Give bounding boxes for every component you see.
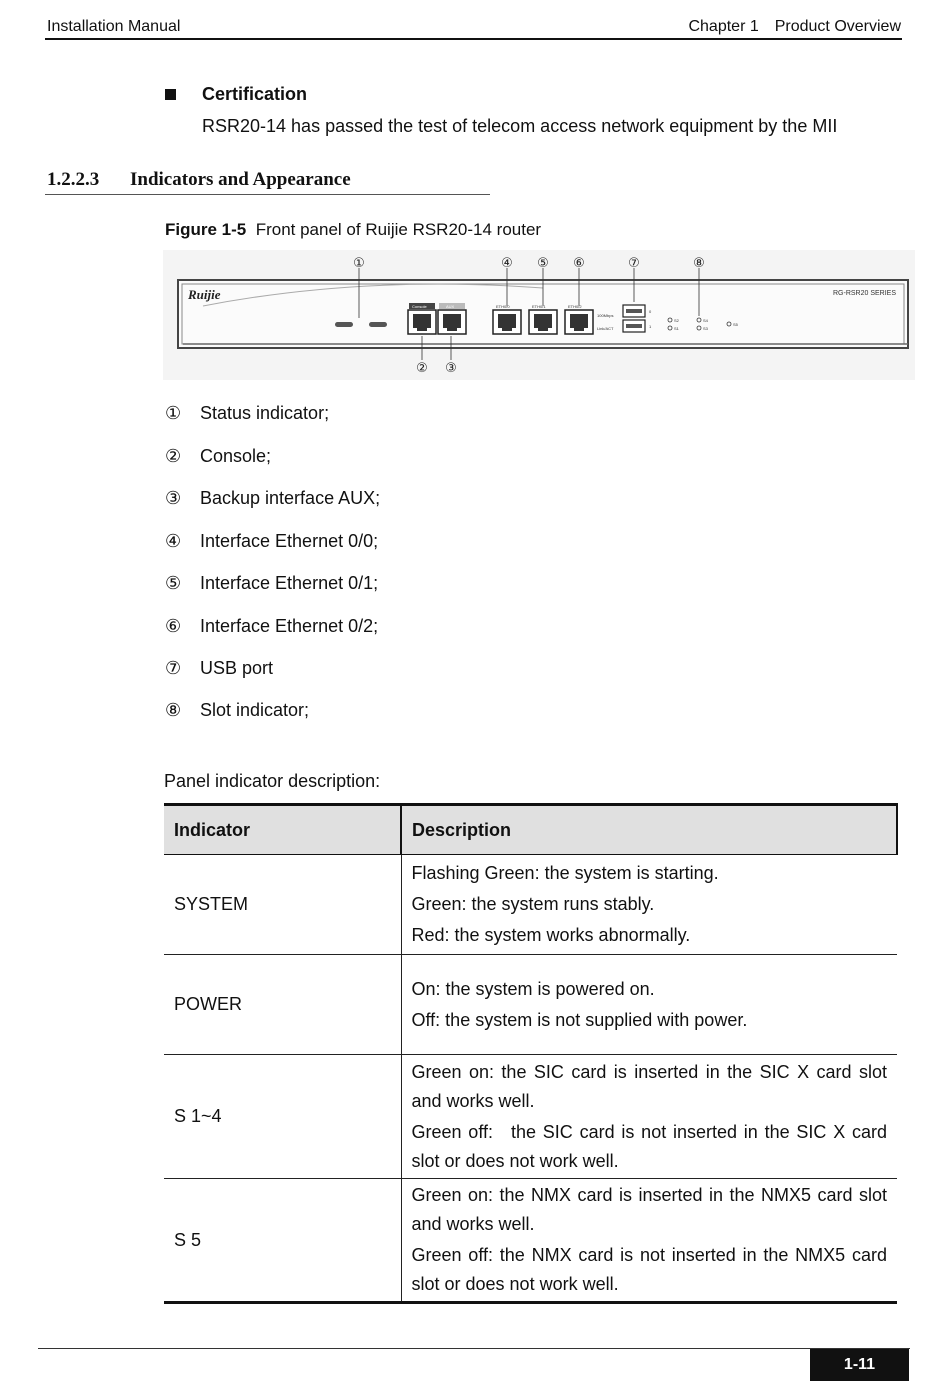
eth0-label: ETH0/0 xyxy=(496,304,510,309)
power-led xyxy=(369,322,387,327)
usb0-label: 0 xyxy=(649,309,652,314)
description-line: On: the system is powered on. xyxy=(411,978,655,999)
ethernet-port-2 xyxy=(565,310,593,334)
s5-label: S5 xyxy=(733,322,738,327)
list-item xyxy=(165,403,329,424)
square-bullet-icon xyxy=(165,89,176,100)
certification-text: RSR20-14 has passed the test of telecom access network equipment by the MII xyxy=(202,116,838,136)
indicator-cell: S 1~4 xyxy=(164,1055,401,1179)
callout-1: ① xyxy=(353,256,365,271)
list-item xyxy=(165,616,378,637)
description-line: Green on: the SIC card is inserted in the SIC X card slot and works well. xyxy=(411,1061,887,1111)
eth1-label: ETH0/1 xyxy=(532,304,546,309)
list-number: ③ xyxy=(165,488,182,508)
indicator-table xyxy=(164,803,898,1304)
callout-8: ⑧ xyxy=(693,256,705,271)
s1-label: S1 xyxy=(674,326,679,331)
aux-label: AUX xyxy=(446,304,455,309)
certification-title: Certification xyxy=(202,84,308,104)
callout-3: ③ xyxy=(445,361,457,376)
speed-label: 100Mbps xyxy=(597,313,614,318)
indicator-cell: S 5 xyxy=(164,1179,401,1303)
list-text: Interface Ethernet 0/1; xyxy=(200,573,379,593)
router-front-panel-figure xyxy=(163,250,915,380)
list-item xyxy=(165,573,378,594)
callout-6: ⑥ xyxy=(573,256,585,271)
footer-rule xyxy=(38,1348,910,1349)
description-line: Red: the system works abnormally. xyxy=(411,925,691,945)
indicator-cell: SYSTEM xyxy=(164,855,401,955)
figure-caption-text: Front panel of Ruijie RSR20-14 router xyxy=(255,220,542,239)
description-line: Green off: the NMX card is not inserted in the NMX5 card slot or does not work well. xyxy=(411,1245,887,1294)
list-number: ⑧ xyxy=(165,700,182,720)
page-number: 1-11 xyxy=(810,1349,909,1381)
description-cell xyxy=(401,955,897,1055)
eth2-label: ETH0/2 xyxy=(568,304,582,309)
status-led xyxy=(335,322,353,327)
description-line: Green: the system runs stably. xyxy=(411,894,655,914)
header-rule xyxy=(45,38,902,40)
description-cell xyxy=(401,1179,897,1303)
aux-port xyxy=(438,310,466,334)
brand-logo: Ruijie xyxy=(188,287,221,302)
section-number: 1.2.2.3 xyxy=(47,169,100,190)
list-item xyxy=(165,531,378,552)
list-item xyxy=(165,658,273,679)
header-indicator: Indicator xyxy=(164,805,401,855)
list-text: Interface Ethernet 0/0; xyxy=(200,531,379,551)
list-number: ① xyxy=(165,403,182,423)
description-cell xyxy=(401,1055,897,1179)
series-label: RG-RSR20 SERIES xyxy=(833,290,897,297)
header-left: Installation Manual xyxy=(47,18,181,35)
table-header-row xyxy=(164,805,897,855)
list-text: Backup interface AUX; xyxy=(200,488,381,508)
description-line: Off: the system is not supplied with power. xyxy=(411,1009,748,1030)
section-title: Indicators and Appearance xyxy=(130,169,351,190)
list-text: Interface Ethernet 0/2; xyxy=(200,616,379,636)
list-item xyxy=(165,700,309,721)
description-line: Green off: the SIC card is not inserted in the SIC X card slot or does not work well. xyxy=(411,1121,887,1171)
console-port xyxy=(408,310,436,334)
callout-4: ④ xyxy=(501,256,513,271)
list-item xyxy=(165,446,271,467)
figure-label: Figure 1-5 xyxy=(165,220,247,239)
ethernet-port-1 xyxy=(529,310,557,334)
list-text: Console; xyxy=(200,446,272,466)
usb1-label: 1 xyxy=(649,324,652,329)
callout-2: ② xyxy=(416,361,428,376)
list-text: Status indicator; xyxy=(200,403,330,423)
description-line: Green on: the NMX card is inserted in the NMX5 card slot and works well. xyxy=(411,1185,887,1234)
section-rule xyxy=(45,194,490,195)
list-number: ② xyxy=(165,446,182,466)
callout-7: ⑦ xyxy=(628,256,640,271)
panel-description-label: Panel indicator description: xyxy=(164,771,381,791)
list-number: ⑥ xyxy=(165,616,182,636)
list-text: Slot indicator; xyxy=(200,700,310,720)
table-row xyxy=(164,855,897,955)
link-label: Link/ACT xyxy=(597,326,614,331)
description-line: Flashing Green: the system is starting. xyxy=(411,863,719,883)
list-number: ⑤ xyxy=(165,573,182,593)
list-text: USB port xyxy=(200,658,274,678)
s3-label: S3 xyxy=(703,326,708,331)
header-description: Description xyxy=(401,805,897,855)
table-row xyxy=(164,1179,897,1303)
console-label: Console xyxy=(412,304,427,309)
table-row xyxy=(164,955,897,1055)
s2-label: S2 xyxy=(674,318,679,323)
figure-caption xyxy=(165,220,541,240)
list-number: ⑦ xyxy=(165,658,182,678)
header-right: Chapter 1 Product Overview xyxy=(688,18,901,35)
indicator-cell: POWER xyxy=(164,955,401,1055)
ethernet-port-0 xyxy=(493,310,521,334)
description-cell xyxy=(401,855,897,955)
callout-5: ⑤ xyxy=(537,256,549,271)
list-number: ④ xyxy=(165,531,182,551)
table-row xyxy=(164,1055,897,1179)
list-item xyxy=(165,488,380,509)
s4-label: S4 xyxy=(703,318,708,323)
